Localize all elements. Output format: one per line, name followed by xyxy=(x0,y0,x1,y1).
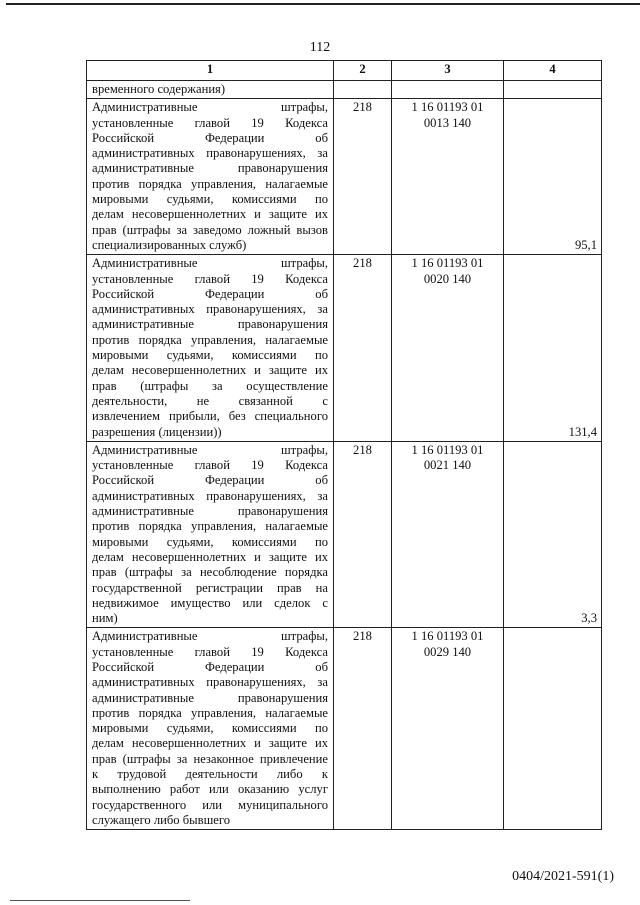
description-line: против порядка управления, налагаемые xyxy=(92,519,328,534)
description-line: административных правонарушениях, за xyxy=(92,302,328,317)
description-line: установленные главой 19 Кодекса xyxy=(92,115,328,130)
header-col-3: 3 xyxy=(392,61,504,81)
row-description xyxy=(87,99,334,255)
description-line: административные правонарушения xyxy=(92,690,328,705)
description-line: против порядка управления, налагаемые xyxy=(92,176,328,191)
description-line: Административные штрафы, xyxy=(92,100,328,115)
description-line: мировыми судьями, комиссиями по xyxy=(92,348,328,363)
description-line: мировыми судьями, комиссиями по xyxy=(92,534,328,549)
description-line: делам несовершеннолетних и защите их xyxy=(92,736,328,751)
code-line-2: 0029 140 xyxy=(423,644,472,659)
description-line: мировыми судьями, комиссиями по xyxy=(92,192,328,207)
row-description xyxy=(87,628,334,830)
description-line: административные правонарушения xyxy=(92,161,328,176)
description-line: административные правонарушения xyxy=(92,504,328,519)
table-row xyxy=(87,441,602,628)
description-line: прав (штрафы за осуществление xyxy=(92,378,328,393)
continuation-row xyxy=(87,81,602,99)
description-line: делам несовершеннолетних и защите их xyxy=(92,363,328,378)
table-row xyxy=(87,99,602,255)
description-line: Административные штрафы, xyxy=(92,629,328,644)
table-header-row xyxy=(87,61,602,81)
description-line: против порядка управления, налагаемые xyxy=(92,705,328,720)
table-row xyxy=(87,255,602,442)
budget-table xyxy=(86,60,602,830)
description-line: административных правонарушениях, за xyxy=(92,488,328,503)
description-line: выполнению работ или оказанию услуг xyxy=(92,782,328,797)
row-code xyxy=(392,441,504,628)
description-line: Российской Федерации об xyxy=(92,286,328,301)
description-line: делам несовершеннолетних и защите их xyxy=(92,207,328,222)
description-line: административных правонарушениях, за xyxy=(92,675,328,690)
description-line: административных правонарушениях, за xyxy=(92,146,328,161)
description-line: установленные главой 19 Кодекса xyxy=(92,458,328,473)
header-col-4: 4 xyxy=(504,61,602,81)
description-line: установленные главой 19 Кодекса xyxy=(92,644,328,659)
row-code xyxy=(392,628,504,830)
description-line: служащего либо бывшего xyxy=(92,812,231,827)
code-line-1: 1 16 01193 01 xyxy=(411,256,484,271)
description-line: против порядка управления, налагаемые xyxy=(92,332,328,347)
description-line: ним) xyxy=(92,611,118,626)
description-line: Российской Федерации об xyxy=(92,659,328,674)
page-number: 112 xyxy=(309,40,331,55)
code-line-1: 1 16 01193 01 xyxy=(411,442,484,457)
empty-cell xyxy=(334,81,392,99)
description-line: государственной регистрации прав на xyxy=(92,580,328,595)
description-line: административные правонарушения xyxy=(92,317,328,332)
row-code xyxy=(392,255,504,442)
description-line: прав (штрафы за незаконное привлечение xyxy=(92,751,328,766)
description-line: прав (штрафы за несоблюдение порядка xyxy=(92,565,328,580)
row-number: 218 xyxy=(334,99,392,255)
table-row xyxy=(87,628,602,830)
code-line-2: 0020 140 xyxy=(423,271,472,286)
row-description xyxy=(87,255,334,442)
description-line: к трудовой деятельности либо к xyxy=(92,767,328,782)
description-line: деятельности, не связанной с xyxy=(92,393,328,408)
row-description xyxy=(87,441,334,628)
empty-cell xyxy=(504,81,602,99)
description-line: извлечением прибыли, без специального xyxy=(92,409,328,424)
row-number: 218 xyxy=(334,628,392,830)
empty-cell xyxy=(392,81,504,99)
row-number: 218 xyxy=(334,441,392,628)
description-line: разрешения (лицензии)) xyxy=(92,424,222,439)
description-line: специализированных служб) xyxy=(92,237,247,252)
row-code xyxy=(392,99,504,255)
description-line: Административные штрафы, xyxy=(92,442,328,457)
row-amount: 3,3 xyxy=(504,441,602,628)
header-col-2: 2 xyxy=(334,61,392,81)
description-line: мировыми судьями, комиссиями по xyxy=(92,721,328,736)
description-line: прав (штрафы за заведомо ложный вызов xyxy=(92,222,328,237)
row-amount: 95,1 xyxy=(504,99,602,255)
description-line: недвижимое имущество или сделок с xyxy=(92,595,328,610)
row-amount: 131,4 xyxy=(504,255,602,442)
code-line-1: 1 16 01193 01 xyxy=(411,629,484,644)
description-line: Российской Федерации об xyxy=(92,473,328,488)
row-number: 218 xyxy=(334,255,392,442)
continuation-text: временного содержания) xyxy=(87,81,334,99)
description-line: установленные главой 19 Кодекса xyxy=(92,271,328,286)
header-col-1: 1 xyxy=(87,61,334,81)
description-line: Административные штрафы, xyxy=(92,256,328,271)
document-registration-number: 0404/2021-591(1) xyxy=(512,869,614,884)
code-line-1: 1 16 01193 01 xyxy=(411,100,484,115)
code-line-2: 0021 140 xyxy=(423,458,472,473)
bottom-rule xyxy=(10,900,190,901)
code-line-2: 0013 140 xyxy=(423,115,472,130)
row-amount xyxy=(504,628,602,830)
description-line: Российской Федерации об xyxy=(92,130,328,145)
description-line: делам несовершеннолетних и защите их xyxy=(92,549,328,564)
description-line: государственного или муниципального xyxy=(92,797,328,812)
page-top-edge xyxy=(6,3,640,5)
